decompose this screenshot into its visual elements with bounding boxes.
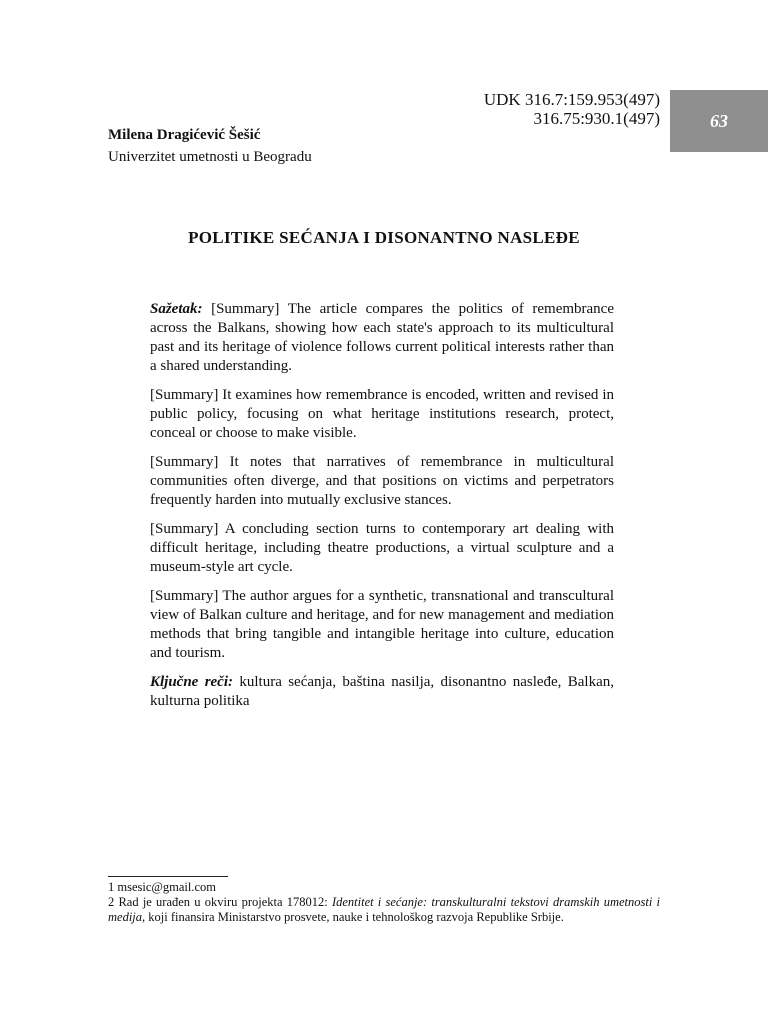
abstract-text: [Summary] The article compares the politics of remembrance across the Balkans, showing how each state's approach to its multicultural past and its heritage of violence follows current political interests rather than a shared understanding. (150, 301, 614, 374)
abstract-paragraph: [Summary] A concluding section turns to contemporary art dealing with difficult heritage, including theatre productions, a virtual sculpture and a museum-style art cycle. (150, 521, 614, 575)
author-block (108, 124, 312, 168)
footnote-2 (108, 895, 660, 925)
keywords-lead: Ključne reči: (150, 674, 234, 690)
abstract-paragraph: [Summary] The author argues for a synthetic, transnational and transcultural view of Balkan culture and heritage, and for new management and mediation methods that bring tangible and intangible heritage into culture, education and tourism. (150, 588, 614, 661)
udk-classification (484, 90, 660, 128)
keywords (150, 673, 614, 711)
footnotes (108, 880, 660, 925)
keywords-text: kultura sećanja, baština nasilja, disonantno nasleđe, Balkan, kulturna politika (150, 674, 615, 709)
abstract-paragraph (150, 300, 614, 376)
abstract-lead: Sažetak: (150, 301, 203, 317)
abstract-paragraph: [Summary] It examines how remembrance is encoded, written and revised in public policy, focusing on what heritage institutions research, protect, conceal or choose to make visible. (150, 387, 614, 441)
author-name: Milena Dragićević Šešić (108, 127, 261, 143)
page-number: 63 (710, 110, 728, 131)
footnote-1: 1 msesic@gmail.com (108, 880, 217, 894)
abstract-paragraph: [Summary] It notes that narratives of remembrance in multicultural communities often diverge, and that positions on victims and perpetrators frequently harden into mutually exclusive stances. (150, 454, 614, 508)
article-title: POLITIKE SEĆANJA I DISONANTNO NASLEĐE (188, 228, 580, 247)
footnote-rule (108, 876, 228, 877)
author-affiliation: Univerzitet umetnosti u Beogradu (108, 149, 312, 165)
footnote-2-suffix: , koji finansira Ministarstvo prosvete, nauke i tehnološkog razvoja Republike Srbije. (142, 910, 564, 924)
abstract (150, 300, 614, 711)
udk-line-1: UDK 316.7:159.953(497) (483, 90, 660, 109)
footnote-2-prefix: 2 Rad je urađen u okviru projekta 178012: (108, 895, 332, 909)
page-number-tab (670, 90, 768, 152)
udk-line-2: 316.75:930.1(497) (533, 109, 660, 128)
footnote-2-project-title: Identitet i sećanje: transkulturalni tekstovi dramskih umetnosti i medija (108, 895, 660, 924)
